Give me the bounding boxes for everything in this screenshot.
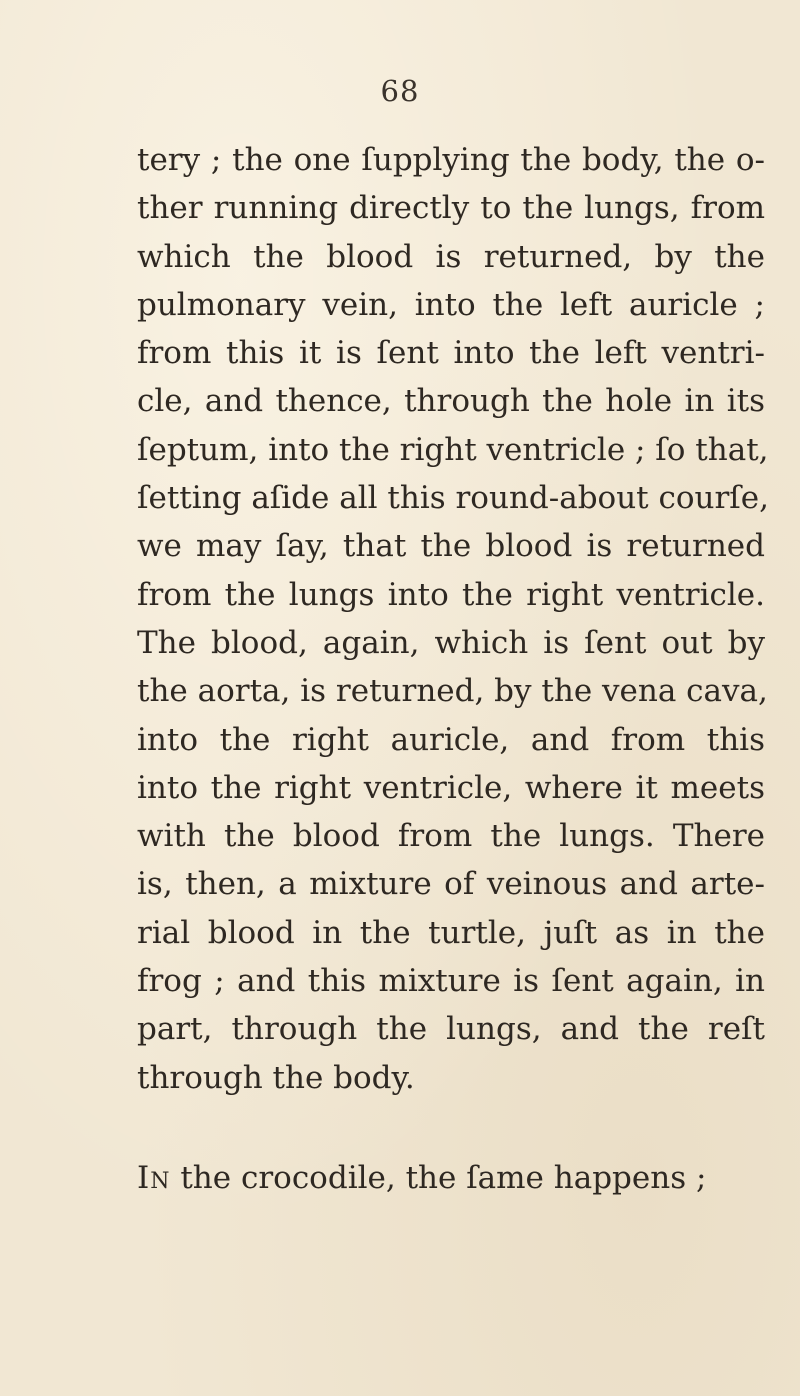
paragraph-2 bbox=[137, 1154, 765, 1202]
text-line: into the right ventricle, where it meets bbox=[137, 769, 765, 806]
paragraph-opening-word: In bbox=[137, 1159, 171, 1196]
text-line: tery ; the one ſupplying the body, the o- bbox=[137, 142, 765, 178]
text-line: into the right auricle, and from this bbox=[137, 721, 765, 758]
body-text bbox=[137, 136, 769, 1202]
text-line bbox=[137, 1154, 765, 1202]
text-line-rest: the crocodile, the ſame happens ; bbox=[170, 1159, 707, 1196]
page-number: 68 bbox=[380, 74, 420, 108]
text-line: from the lungs into the right ventricle. bbox=[137, 576, 765, 613]
text-line: ſetting aſide all this round-about courſe, bbox=[137, 480, 769, 517]
text-line: we may ſay, that the blood is returned bbox=[137, 528, 765, 565]
text-line: the aorta, is returned, by the vena cava, bbox=[137, 673, 768, 710]
paragraph-1 bbox=[137, 136, 769, 1102]
text-line: pulmonary vein, into the left auricle ; bbox=[137, 286, 765, 323]
text-line: which the blood is returned, by the bbox=[137, 238, 765, 275]
text-line: frog ; and this mixture is ſent again, in bbox=[137, 963, 765, 1000]
text-line: rial blood in the turtle, juſt as in the bbox=[137, 914, 765, 951]
text-line: The blood, again, which is ſent out by bbox=[137, 624, 765, 661]
text-line: ther running directly to the lungs, from bbox=[137, 190, 765, 227]
text-line: with the blood from the lungs. There bbox=[137, 818, 765, 855]
text-line: is, then, a mixture of veinous and arte- bbox=[137, 866, 765, 903]
text-line: cle, and thence, through the hole in its bbox=[137, 383, 765, 420]
paragraph-gap bbox=[137, 1102, 765, 1154]
text-line: from this it is ſent into the left ventri- bbox=[137, 335, 765, 372]
text-line: ſeptum, into the right ventricle ; ſo that, bbox=[137, 431, 769, 468]
text-line: through the body. bbox=[137, 1059, 415, 1096]
text-line: part, through the lungs, and the reſt bbox=[137, 1011, 765, 1048]
